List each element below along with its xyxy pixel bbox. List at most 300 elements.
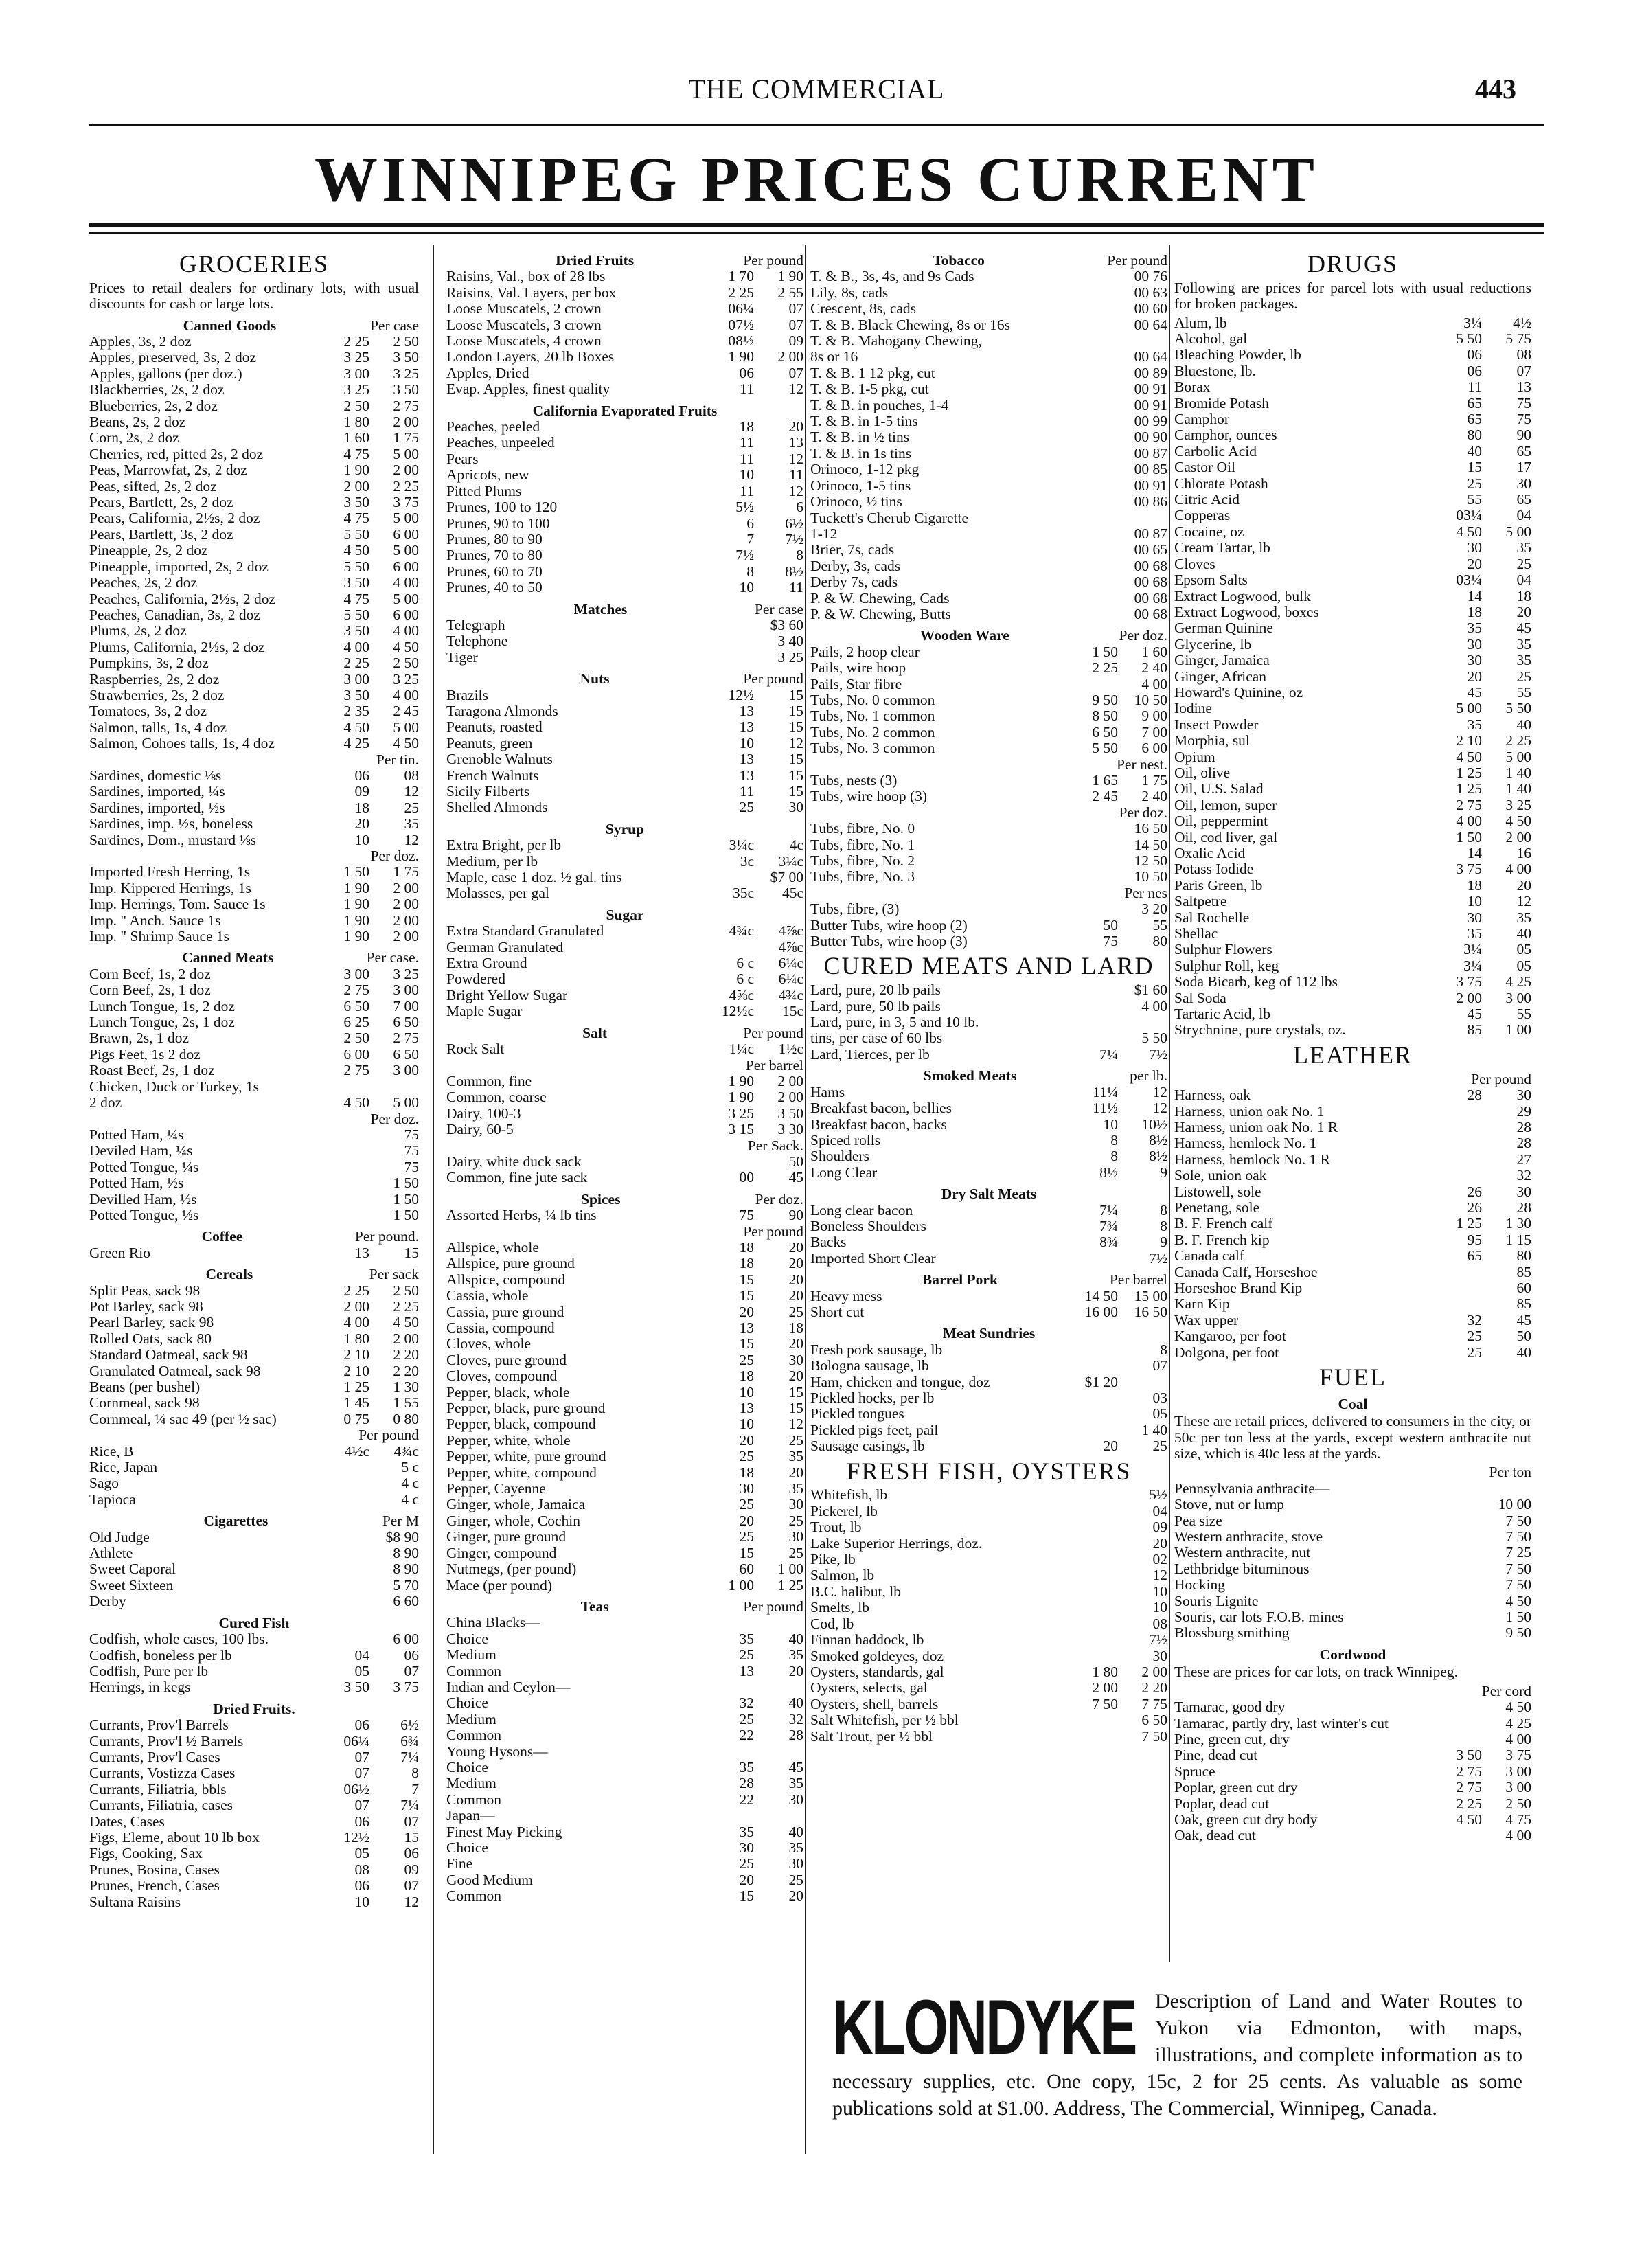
price-row [810,869,1167,885]
price-high: 2 20 [393,1346,419,1363]
price-high: 55 [1516,683,1531,701]
price-high: 6¾ [400,1732,419,1749]
item-name: P. & W. Chewing, Cads [810,590,950,606]
subsection-heading [810,1326,1167,1341]
price-high: 4c [789,837,803,854]
price-low: 1 80 [1092,1663,1118,1680]
price-high: 45c [781,885,803,902]
price-high: 1 25 [777,1576,803,1594]
item-name: Pears, Bartlett, 3s, 2 doz [89,526,233,543]
price-high: 00 68 [1134,574,1167,591]
price-high: 00 76 [1134,268,1167,285]
price-row [89,1245,419,1261]
item-name: Peaches, unpeeled [446,435,555,451]
item-name: Rock Salt [446,1041,505,1058]
price-low: 2 75 [343,1062,369,1079]
price-row [89,1283,419,1299]
price-row [1174,1006,1531,1022]
price-row [810,1536,1167,1552]
price-low: 4 75 [343,590,369,607]
price-row [446,1615,803,1631]
item-name: Common [446,1727,502,1744]
price-high: 12 [788,450,803,467]
price-row [810,725,1167,740]
price-high: 6 00 [393,606,419,623]
price-row [1174,540,1531,556]
price-high: 2 00 [777,1072,803,1089]
item-name: Prunes, 80 to 90 [446,531,543,547]
item-name: Herrings, in kegs [89,1679,191,1696]
price-row [446,1240,803,1256]
price-high [738,1615,803,1631]
price-row [89,334,419,350]
price-row [446,1578,803,1594]
price-row [446,650,803,666]
price-low: 22 [739,1727,754,1744]
price-low: 7¾ [1099,1217,1118,1234]
subsection-title: Coal [1338,1395,1368,1412]
price-high: 03 [1152,1390,1167,1407]
price-high: 05 [1516,941,1531,958]
price-row [446,870,803,885]
price-row [89,366,419,382]
price-row [1174,830,1531,846]
price-high: 20 [788,418,803,435]
price-high: 3¼c [778,852,803,870]
unit-label: Per barrel [745,1056,803,1074]
price-high: 4¾c [778,986,803,1003]
price-row [1174,1152,1531,1168]
price-low: 05 [354,1662,369,1679]
price-low: 6 00 [343,1045,369,1063]
price-row [810,853,1167,869]
price-low: 4 75 [343,445,369,462]
section-note: These are prices for car lots, on track Winnipeg. [1174,1664,1459,1681]
item-name: Extra Standard Granulated [446,923,604,940]
price-low: 35 [1467,925,1482,942]
price-row [446,1272,803,1288]
price-high: 20 [788,1287,803,1304]
price-high: 32 [1516,1167,1531,1184]
price-row [89,1475,419,1491]
price-low: 7 50 [1092,1695,1118,1712]
item-name: Iodine [1174,701,1212,717]
subsection-title: Dried Fruits. [213,1700,295,1717]
subsection-title: Canned Goods [183,317,277,334]
price-high: 7 50 [1505,1576,1531,1594]
price-high: 15 [788,767,803,784]
price-high: $1 60 [1134,982,1167,999]
advert-headline: KLONDYKE [832,1984,1136,2070]
price-low: 18 [1467,603,1482,620]
price-high: 60 [1516,1279,1531,1296]
price-high: 35 [404,815,419,832]
price-high: 00 89 [1134,364,1167,381]
price-row [810,708,1167,724]
klondyke-advert [832,1982,1522,2161]
price-high: 08 [404,767,419,784]
price-low: 2 25 [343,655,369,672]
price-low: 3 50 [1456,1747,1482,1764]
item-name: Tubs, fibre, No. 3 [810,869,915,885]
price-row [1174,669,1531,685]
price-high: 90 [1516,427,1531,444]
item-name: Cornmeal, sack 98 [89,1395,200,1411]
price-low: 10 [354,1893,369,1910]
item-name: Pennsylvania anthracite— [1174,1480,1330,1497]
price-low: 3 75 [1456,861,1482,878]
price-high: 00 87 [1134,444,1167,462]
price-row [446,365,803,381]
item-name: 8s or 16 [810,349,858,365]
item-name: Choice [446,1759,488,1776]
item-name: Souris Lignite [1174,1593,1259,1609]
item-name: Salmon, Cohoes talls, 1s, 4 doz [89,736,275,752]
subsection-heading [89,950,419,966]
price-low: 11 [740,783,754,800]
price-row [1174,315,1531,331]
price-low: 4⅝c [729,986,754,1003]
price-high: 4⅞c [778,922,803,940]
price-row [810,398,1167,413]
price-row [810,1218,1167,1234]
price-high: 8 [1160,1341,1167,1358]
item-name: Peaches, California, 2½s, 2 doz [89,591,276,607]
column-2 [446,247,803,1905]
column-1 [89,247,419,1910]
price-high: 3 00 [1505,1779,1531,1796]
price-high: 4 25 [1505,1714,1531,1732]
price-row [1174,861,1531,877]
item-name: Finnan haddock, lb [810,1632,924,1648]
item-name: Raisins, Val. Layers, per box [446,284,617,301]
price-row [446,1792,803,1808]
price-row [810,1697,1167,1712]
price-row [810,1519,1167,1535]
price-row [810,1632,1167,1648]
subsection-heading [89,1615,419,1631]
price-low: 25 [739,1855,754,1872]
item-name: Cassia, whole [446,1288,529,1304]
price-low: 2 35 [343,703,369,720]
item-name: Glycerine, lb [1174,636,1252,653]
price-low: 8 [1110,1148,1118,1165]
price-row [810,773,1167,789]
price-high: 9 [1160,1234,1167,1251]
price-low: 32 [1467,1311,1482,1328]
price-row [810,1390,1167,1406]
price-low: 20 [1467,668,1482,685]
price-row [89,768,419,784]
price-low: 00 [739,1169,754,1186]
price-row [810,317,1167,333]
item-name: Common, coarse [446,1089,547,1106]
item-name: Howard's Quinine, oz [1174,684,1303,701]
price-row [810,1289,1167,1304]
item-name: Figs, Cooking, Sax [89,1846,203,1862]
subsection-title: Nuts [580,670,610,688]
price-high: 15 [788,686,803,703]
price-row [446,532,803,547]
column-divider [1169,245,1170,1962]
price-row [89,1894,419,1910]
price-row [89,655,419,671]
price-row [89,382,419,398]
price-row [1174,1280,1531,1296]
price-low: 15 [739,1287,754,1304]
price-row [89,800,419,816]
item-name: Corn Beef, 2s, 1 doz [89,982,211,999]
item-name: Prunes, 100 to 120 [446,499,558,516]
item-name: Tubs, wire hoop (3) [810,789,928,805]
item-name: Karn Kip [1174,1296,1230,1313]
price-high: 3 75 [1505,1747,1531,1764]
price-row [1174,1200,1531,1216]
price-low: 06½ [343,1780,369,1798]
price-high: 8 [1160,1217,1167,1234]
price-row [1174,1168,1531,1183]
price-row [446,1529,803,1545]
price-row [446,1256,803,1271]
price-high: 6 00 [393,1631,419,1648]
price-row [89,1594,419,1609]
price-row [1174,492,1531,508]
price-low: 14 [1467,587,1482,604]
price-high: 75 [404,1126,419,1143]
price-high: 1 90 [777,268,803,285]
item-name: Currants, Prov'l ½ Barrels [89,1733,244,1749]
item-name: Strychnine, pure crystals, oz. [1174,1022,1346,1039]
price-row [89,703,419,719]
subsection-heading [89,1229,419,1245]
subsection-unit: Per doz. [1119,627,1167,644]
price-high: 5 c [401,1459,419,1476]
price-high: 50 [788,1153,803,1170]
subsection-heading [89,1701,419,1717]
item-name: Currants, Prov'l Barrels [89,1717,229,1734]
price-row [810,1165,1167,1181]
item-name: Shellac [1174,926,1218,942]
price-row [446,1003,803,1019]
price-high: 2 00 [393,911,419,929]
subsection-title: Wooden Ware [920,627,1009,644]
price-row [446,1856,803,1872]
item-name: Beans, 2s, 2 doz [89,414,186,431]
price-low: 1 90 [728,1072,754,1089]
item-name: Pepper, white, pure ground [446,1449,606,1465]
price-low: 4 50 [343,542,369,559]
price-low: 7 [746,530,754,547]
price-high: 25 [788,1544,803,1561]
price-low: 13 [739,702,754,719]
price-high: 4¾c [393,1442,419,1460]
price-row [446,1154,803,1170]
price-high [1118,1374,1167,1390]
item-name: Sardines, imp. ½s, boneless [89,816,253,832]
price-high: 15c [781,1003,803,1020]
price-row [89,736,419,751]
item-name: P. & W. Chewing, Butts [810,606,951,622]
price-low: 15 [739,1544,754,1561]
price-high: 3 25 [393,670,419,688]
price-high: 7¼ [400,1797,419,1814]
price-row [446,736,803,751]
item-name: Tubs, fibre, (3) [810,901,900,918]
item-name: Tubs, nests (3) [810,773,898,789]
item-name: Opium [1174,749,1215,765]
price-row [446,1561,803,1577]
price-high: 3 50 [393,381,419,398]
price-high [738,1808,803,1824]
price-low: 08½ [728,332,754,350]
item-name: Young Hysons— [446,1743,548,1760]
price-high: 2 00 [393,896,419,913]
price-row [446,484,803,499]
item-name: T. & B. Black Chewing, 8s or 16s [810,317,1011,333]
price-high: 13 [788,434,803,451]
price-high: 5 50 [1141,1030,1167,1047]
price-high: 75 [1516,394,1531,411]
price-row [446,516,803,532]
price-row [810,1148,1167,1164]
price-high: 00 68 [1134,589,1167,606]
subsection-title: Matches [573,600,628,617]
item-name: Peas, Marrowfat, 2s, 2 doz [89,462,247,479]
item-name: Cornmeal, ¼ sac 49 (per ½ sac) [89,1411,277,1427]
price-low: 5 50 [343,606,369,623]
price-high: 80 [1152,933,1167,950]
item-name: Maple Sugar [446,1003,523,1020]
price-high: 14 50 [1134,836,1167,853]
price-low: 5 50 [1456,330,1482,348]
price-low: 3 25 [343,349,369,366]
price-high: 1 75 [1141,772,1167,789]
item-name: Finest May Picking [446,1824,562,1840]
item-name: Ginger, whole, Jamaica [446,1497,586,1513]
price-high: 3 30 [777,1121,803,1138]
price-high: 7½ [1149,1631,1167,1648]
price-low: 03¼ [1456,571,1482,589]
item-name: Short cut [810,1304,865,1320]
price-high: 45 [1516,1311,1531,1328]
price-low: 40 [1467,442,1482,460]
price-low: 05 [354,1845,369,1862]
price-row [89,1379,419,1395]
price-low: 5 00 [1456,700,1482,717]
subsection-heading [446,403,803,419]
price-high: 32 [788,1710,803,1727]
price-low: 2 45 [1092,788,1118,805]
subsection-unit: Per case [369,317,419,334]
price-low: 45 [1467,1006,1482,1023]
price-high: 6 60 [393,1593,419,1610]
price-row [89,1411,419,1427]
price-high [738,1679,803,1695]
item-name: Peanuts, roasted [446,719,543,736]
item-name: Pineapple, imported, 2s, 2 doz [89,558,269,575]
item-name: Pea size [1174,1512,1222,1529]
price-low: 1 25 [1456,764,1482,781]
price-row [810,644,1167,660]
price-row [89,462,419,478]
price-row [446,800,803,815]
subsection-unit: Per pound [743,670,803,688]
price-row [89,1315,419,1330]
price-row [89,982,419,998]
price-high: 29 [1516,1102,1531,1120]
price-low: 1 80 [343,413,369,431]
price-row [810,1567,1167,1583]
price-low: 2 25 [728,284,754,301]
item-name: Potted Tongue, ½s [89,1207,199,1223]
price-row [1174,572,1531,588]
item-name: Salt Whitefish, per ½ bbl [810,1712,959,1729]
price-high: 2 50 [393,655,419,672]
price-high: 20 [1516,876,1531,894]
price-row [446,633,803,649]
price-high: 10 00 [1498,1496,1531,1513]
price-low: 3 50 [343,494,369,511]
price-low: 5 50 [343,525,369,543]
item-name: Pears [446,451,479,467]
price-row [446,333,803,349]
price-low: 3 25 [728,1104,754,1122]
price-low: 12½ [728,686,754,703]
price-row [89,1530,419,1545]
price-row [1174,331,1531,347]
price-high: 35 [788,1839,803,1856]
price-high: 4 c [401,1490,419,1508]
item-name: Assorted Herbs, ¼ lb tins [446,1207,597,1224]
item-name: Loose Muscatels, 4 crown [446,333,602,350]
item-name: Tubs, fibre, No. 2 [810,853,915,870]
price-high: 2 75 [393,397,419,414]
item-name: Butter Tubs, wire hoop (2) [810,917,968,933]
unit-label: Per doz. [370,848,419,865]
price-row [89,1492,419,1508]
price-low: 11 [740,450,754,467]
price-row [446,1840,803,1856]
banner-rule [89,223,1544,227]
price-high: 80 [1516,1247,1531,1265]
price-row [1174,1296,1531,1312]
item-name: Shoulders [810,1148,869,1165]
price-row [810,365,1167,381]
price-high: 04 [1516,571,1531,589]
price-low: 11 [740,482,754,499]
price-high [1465,1481,1531,1497]
item-name: Pigs Feet, 1s 2 doz [89,1046,201,1063]
price-low: 10 [739,579,754,596]
price-low: 4 75 [343,510,369,527]
price-high: 30 [788,1351,803,1368]
price-row [810,526,1167,542]
price-high [1101,333,1167,349]
price-row [1174,556,1531,572]
item-name: Saltpetre [1174,894,1227,910]
price-row [810,1100,1167,1116]
price-low: 9 50 [1092,691,1118,708]
price-low: 07 [354,1765,369,1782]
price-high: 06 [404,1845,419,1862]
price-row [89,559,419,575]
price-low: 12½c [721,1003,754,1020]
price-high: 25 [788,1431,803,1449]
item-name: Imp. " Anch. Sauce 1s [89,912,221,929]
price-row [446,1760,803,1776]
price-row [446,1664,803,1679]
price-high: 30 [1516,475,1531,492]
